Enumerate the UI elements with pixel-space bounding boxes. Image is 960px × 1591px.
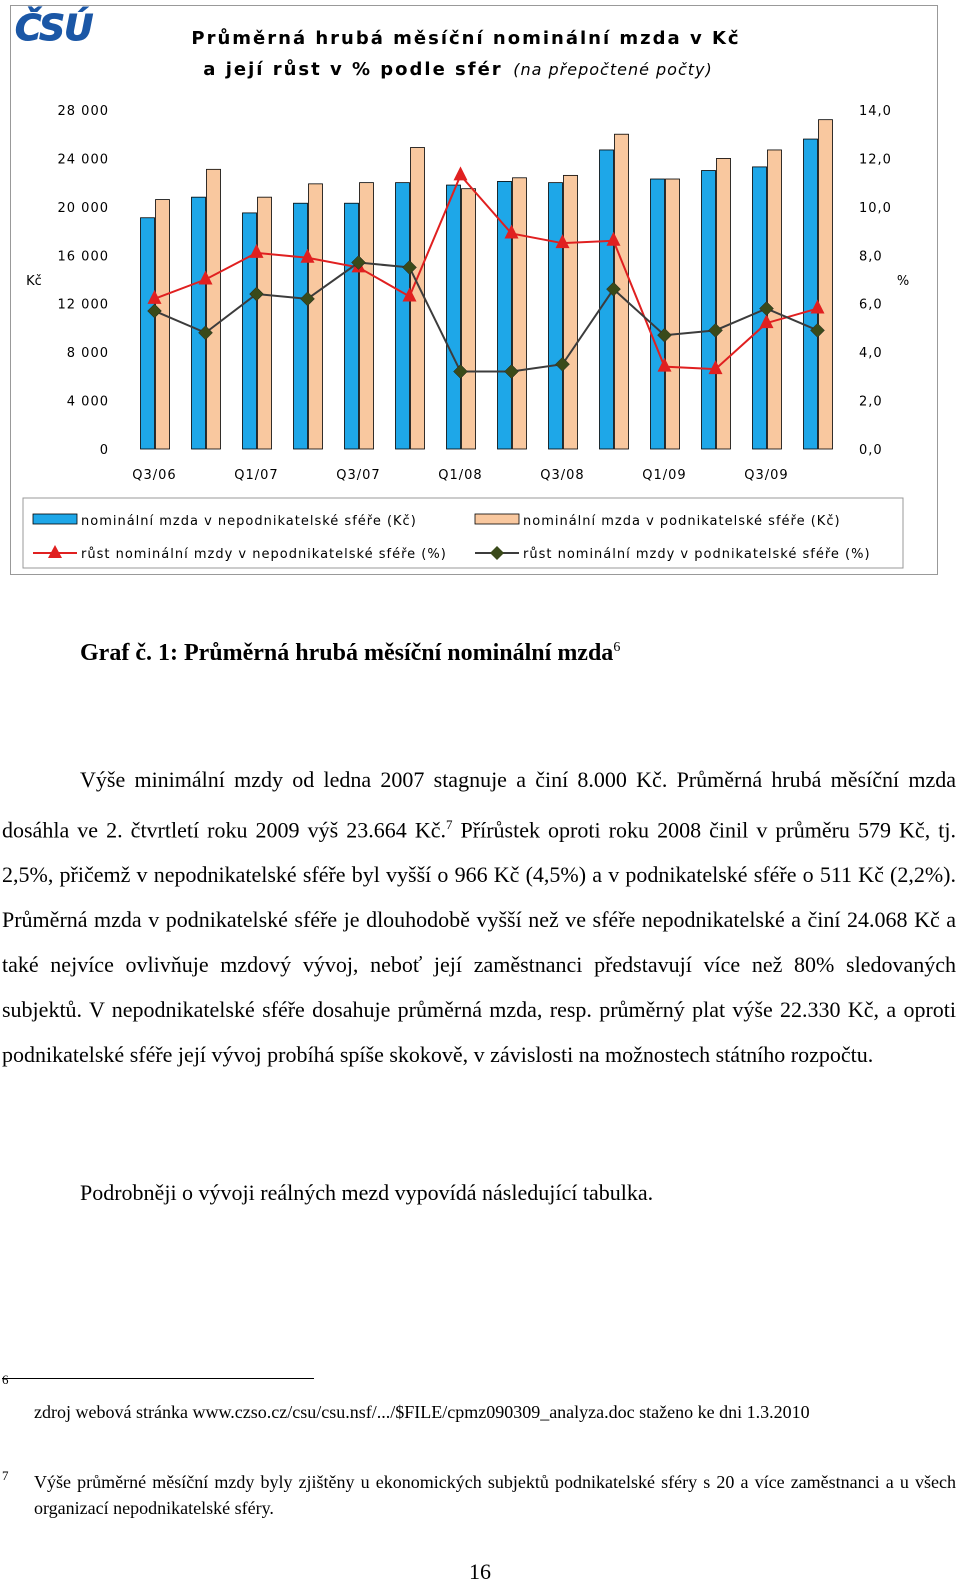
chart-title-line1: Průměrná hrubá měsíční nominální mzda v Kč — [191, 28, 741, 49]
y-left-tick-label: 16 000 — [57, 249, 109, 265]
legend-triangle-marker — [48, 545, 62, 558]
legend-diamond-marker — [490, 546, 504, 560]
y-right-tick-label: 4,0 — [859, 346, 883, 362]
bar-podnikatelska — [666, 179, 680, 449]
paragraph1-footnote-ref: 7 — [445, 817, 453, 832]
x-tick-label: Q1/08 — [438, 468, 483, 483]
bar-nepodnikatelska — [294, 203, 308, 449]
figure-caption — [80, 640, 620, 667]
bar-nepodnikatelska — [192, 197, 206, 449]
y-right-tick-label: 12,0 — [859, 152, 892, 168]
y-left-ticks — [58, 104, 110, 458]
y-right-tick-label: 8,0 — [859, 249, 883, 265]
bar-podnikatelska — [309, 184, 323, 449]
x-ticks — [132, 468, 788, 483]
csu-logo: ČSÚ — [15, 8, 93, 49]
bar-podnikatelska — [360, 183, 374, 449]
x-tick-label: Q1/09 — [642, 468, 687, 483]
legend-swatch-bar — [33, 514, 77, 524]
body-paragraph-1 — [2, 757, 956, 1077]
bar-nepodnikatelska — [345, 203, 359, 449]
bar-podnikatelska — [156, 200, 170, 449]
footnote-6: zdroj webová stránka www.czso.cz/csu/csu.nsf/.../$FILE/cpmz090309_analyza.doc staženo ke dni 1.3.2010 — [34, 1402, 810, 1422]
bar-nepodnikatelska — [651, 179, 665, 449]
x-tick-label: Q3/06 — [132, 468, 177, 483]
x-tick-label: Q1/07 — [234, 468, 279, 483]
y-left-tick-label: 20 000 — [57, 200, 109, 216]
legend-label: růst nominální mzdy v podnikatelské sféře (%) — [523, 547, 871, 562]
legend-label: nominální mzda v podnikatelské sféře (Kč) — [523, 514, 841, 529]
bar-podnikatelska — [717, 158, 731, 449]
y-right-tick-label: 14,0 — [859, 104, 892, 119]
x-tick-label: Q3/08 — [540, 468, 585, 483]
footnote-number-7: 7 — [2, 1468, 9, 1483]
chart-title-note: (na přepočtené počty) — [513, 60, 713, 79]
legend-label: růst nominální mzdy v nepodnikatelské sféře (%) — [81, 547, 447, 562]
bar-podnikatelska — [564, 175, 578, 449]
y-right-axis-label: % — [896, 274, 910, 289]
bar-nepodnikatelska — [498, 181, 512, 449]
y-right-ticks — [859, 104, 892, 458]
plot-area — [141, 120, 833, 449]
page-number: 16 — [469, 1559, 491, 1584]
y-left-axis-label: Kč — [26, 274, 42, 289]
chart-title-line2: a její růst v % podle sfér — [203, 59, 503, 80]
x-tick-label: Q3/07 — [336, 468, 381, 483]
bar-nepodnikatelska — [141, 218, 155, 449]
footnote-separator — [2, 1378, 314, 1379]
y-right-tick-label: 2,0 — [859, 394, 883, 410]
footnote-7: Výše průměrné měsíční mzdy byly zjištěny u ekonomických subjektů podnikatelské sféry s 20 a více zaměstnanci a u všech organizací nepodnikatelské sféry. — [34, 1472, 956, 1518]
bar-podnikatelska — [207, 169, 221, 449]
bar-nepodnikatelska — [702, 171, 716, 449]
bar-nepodnikatelska — [447, 185, 461, 449]
y-left-tick-label: 24 000 — [57, 152, 109, 168]
bar-podnikatelska — [462, 189, 476, 449]
legend — [33, 514, 871, 562]
triangle-marker — [454, 166, 468, 180]
bar-podnikatelska — [258, 197, 272, 449]
paragraph1-part2: Přírůstek oproti roku 2008 činil v průměru 579 Kč, tj. 2,5%, přičemž v nepodnikatelské sféře byl vyšší o 966 Kč (4,5%) a v podnikatelské sféře o 511 Kč (2,2%). Průměrná mzda v podnikatelské sféře je dlouhodobě vyšší než ve sféře nepodnikatelské a činí 24.068 Kč a také nejvíce ovlivňuje mzdový vývoj, neboť její zaměstnanci představují více než 80% sledovaných subjektů. V nepodnikatelské sféře dosahuje průměrná mzda, resp. průměrný plat výše 22.330 Kč, a oproti podnikatelské sféře její vývoj probíhá spíše skokově, v závislosti na možnostech státního rozpočtu. — [2, 817, 956, 1068]
x-tick-label: Q3/09 — [744, 468, 789, 483]
footnote-number-6: 6 — [2, 1372, 9, 1387]
y-left-tick-label: 28 000 — [57, 104, 109, 119]
bar-nepodnikatelska — [549, 183, 563, 449]
y-right-tick-label: 10,0 — [859, 200, 892, 216]
bar-podnikatelska — [513, 178, 527, 449]
paragraph1-part1: Výše minimální mzdy od ledna 2007 stagnuje a činí 8.000 Kč. Průměrná hrubá měsíční mzda dosáhla ve 2. čtvrtletí roku 2009 výš 23.664 Kč. — [2, 767, 956, 843]
y-left-tick-label: 4 000 — [66, 394, 109, 410]
y-left-tick-label: 12 000 — [57, 297, 109, 313]
chart-container — [10, 5, 938, 575]
caption-footnote-ref: 6 — [613, 640, 621, 655]
legend-swatch-bar — [475, 514, 519, 524]
bar-nepodnikatelska — [804, 139, 818, 449]
y-right-tick-label: 0,0 — [859, 443, 883, 458]
legend-label: nominální mzda v nepodnikatelské sféře (Kč) — [81, 514, 417, 529]
chart-svg — [11, 6, 937, 574]
y-left-tick-label: 8 000 — [66, 346, 109, 362]
bar-podnikatelska — [768, 150, 782, 449]
bar-nepodnikatelska — [396, 183, 410, 449]
bar-podnikatelska — [819, 120, 833, 449]
y-left-tick-label: 0 — [99, 443, 109, 458]
y-right-tick-label: 6,0 — [859, 297, 883, 313]
caption-text: Graf č. 1: Průměrná hrubá měsíční nominální mzda — [80, 640, 614, 666]
body-paragraph-2: Podrobněji o vývoji reálných mezd vypovídá následující tabulka. — [80, 1180, 654, 1205]
